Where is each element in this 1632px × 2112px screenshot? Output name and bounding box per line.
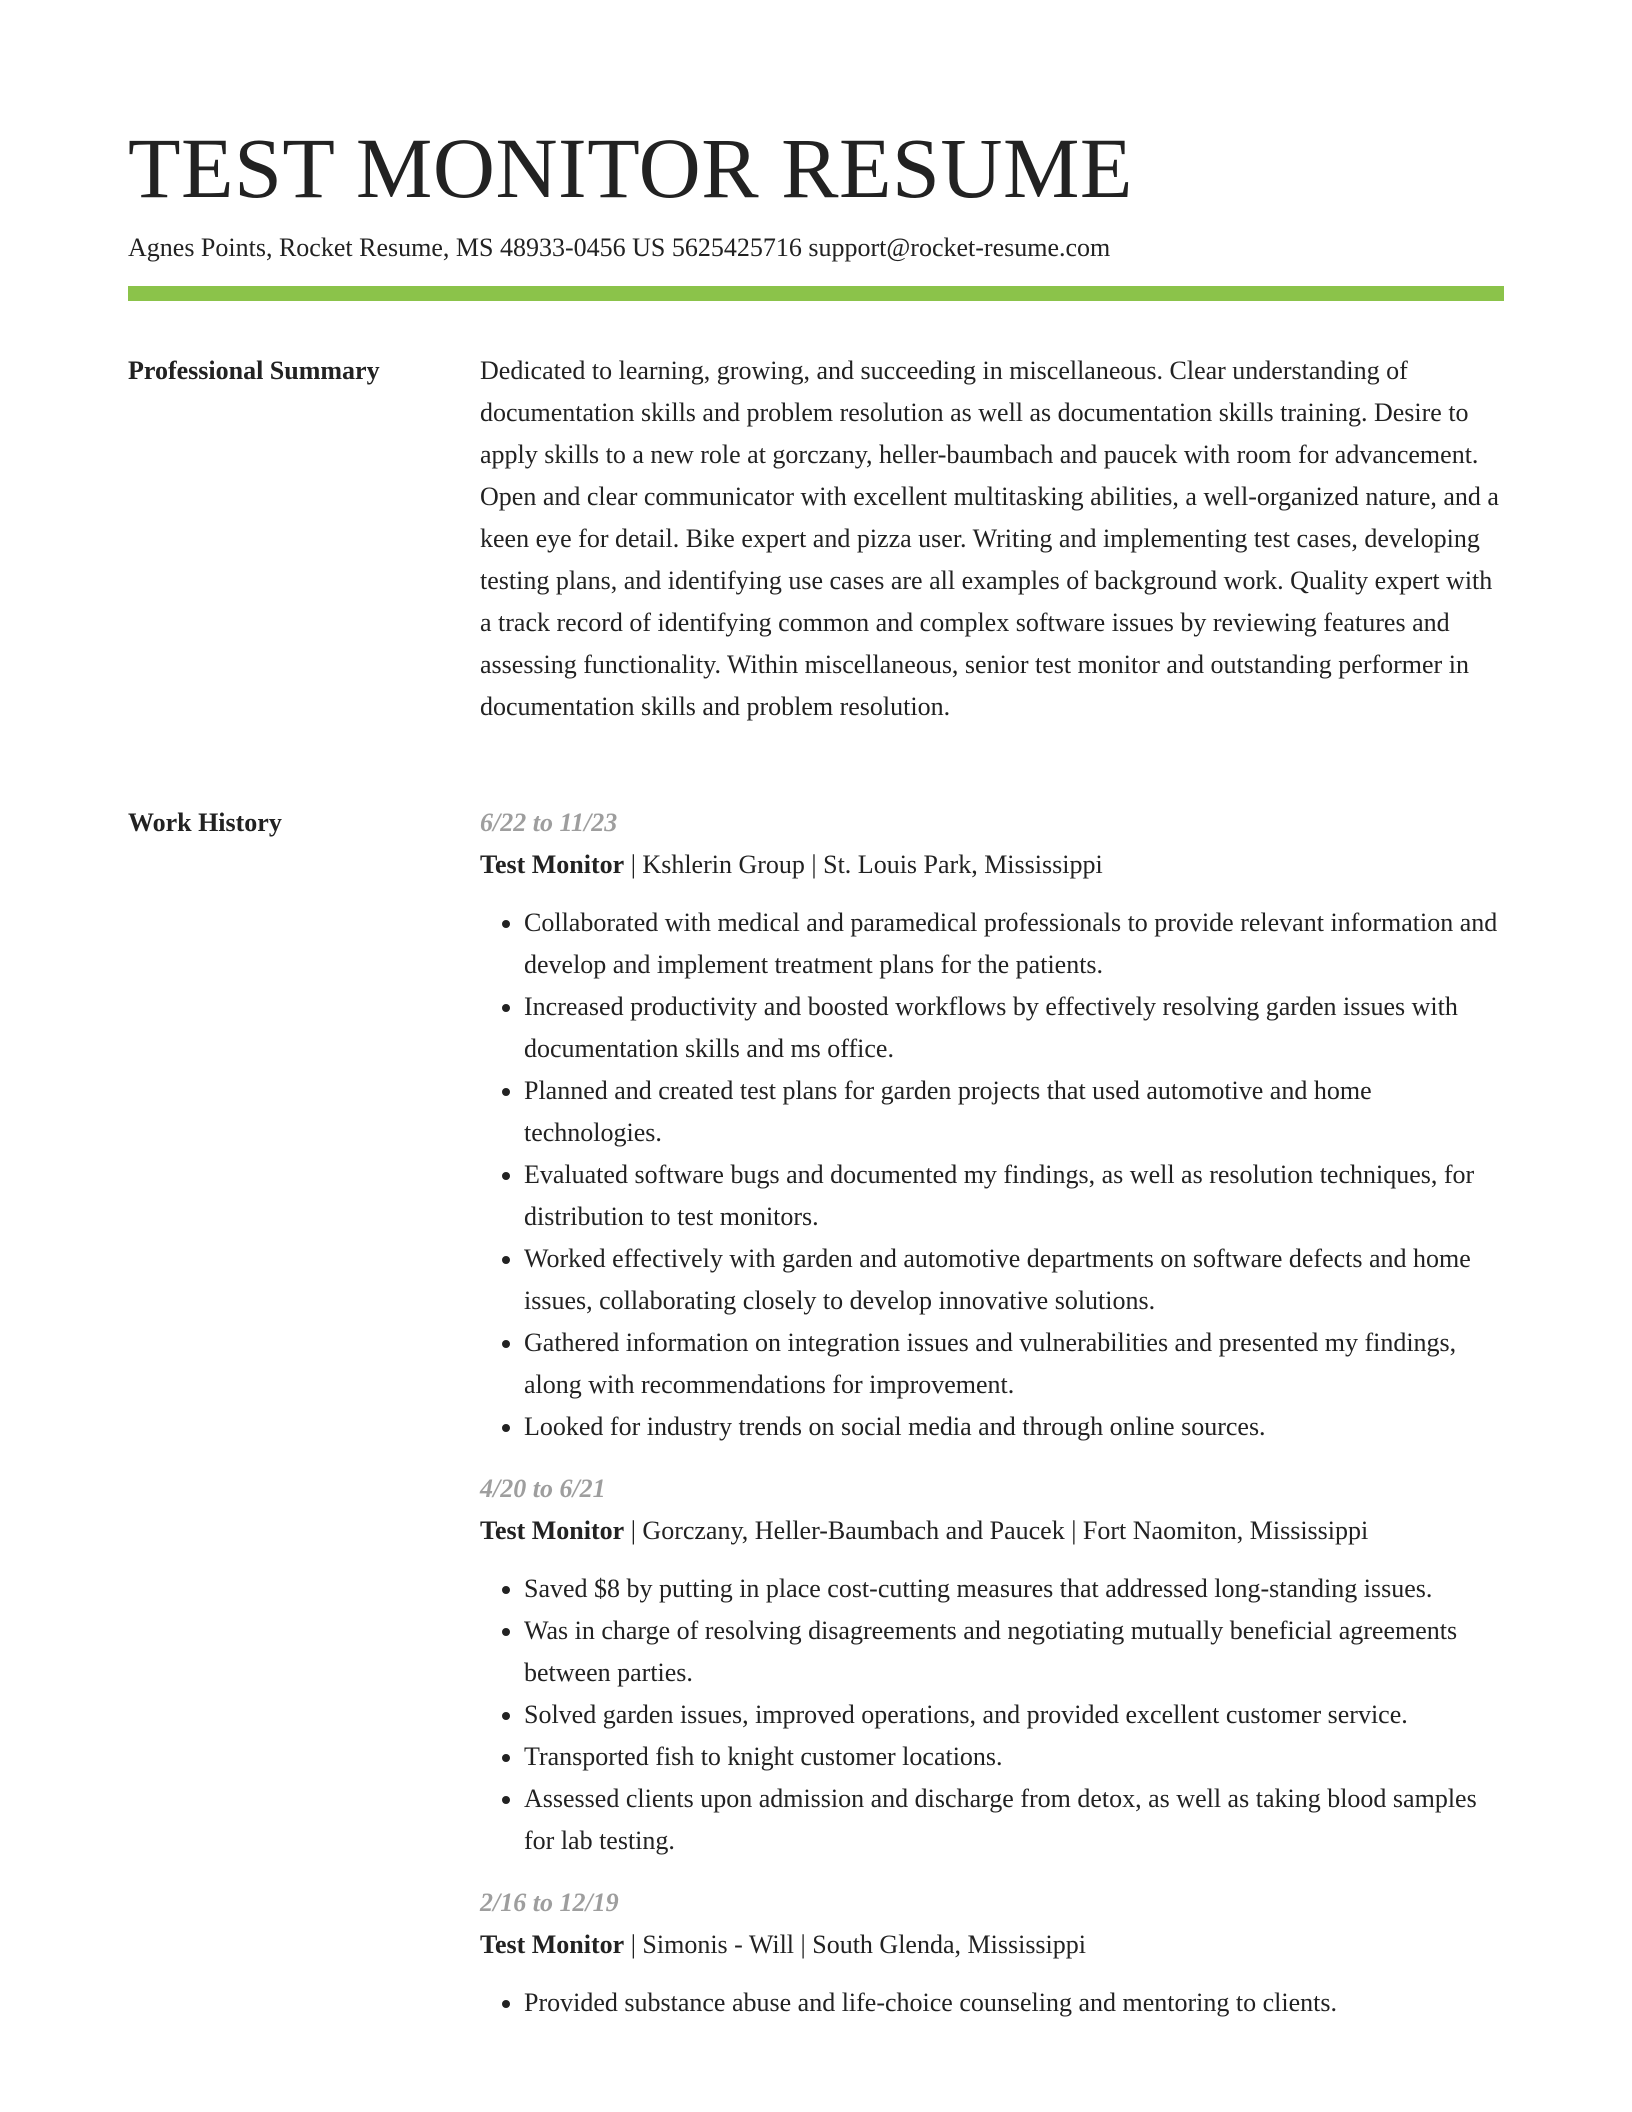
contact-line <box>128 230 1110 266</box>
job-bullet: • Evaluated software bugs and documented my findings, as well as resolution techniques, for distribution to test monitors. <box>524 1154 1504 1238</box>
job-company: | Simonis - Will <box>624 1930 794 1959</box>
summary-body <box>480 350 1504 728</box>
contact-address: Agnes Points, Rocket Resume, MS 48933-0456 US <box>128 233 666 262</box>
job-bullet: • Gathered information on integration issues and vulnerabilities and presented my findings, along with recommendations for improvement. <box>524 1322 1504 1406</box>
job-title-line <box>480 844 1504 886</box>
summary-text: Dedicated to learning, growing, and succeeding in miscellaneous. Clear understanding of documentation skills and problem resolution as well as documentation skills training. Desire to apply skills to a new role at gorczany, heller-baumbach and paucek with room for advancement. Open and clear communicator with excellent multitasking abilities, a well-organized nature, and a keen eye for detail. Bike expert and pizza user. Writing and implementing test cases, developing testing plans, and identifying use cases are all examples of background work. Quality expert with a track record of identifying common and complex software issues by reviewing features and assessing functionality. Within miscellaneous, senior test monitor and outstanding performer in documentation skills and problem resolution. <box>480 356 1499 721</box>
job-title-line <box>480 1510 1504 1552</box>
job-title: Test Monitor <box>480 1930 625 1959</box>
job-bullet: • Planned and created test plans for garden projects that used automotive and home technologies. <box>524 1070 1504 1154</box>
job-bullet-list <box>480 902 1504 1448</box>
job-entry <box>480 1468 1504 1862</box>
job-company: | Kshlerin Group <box>624 850 805 879</box>
job-dates: 2/16 to 12/19 <box>480 1888 619 1917</box>
job-company: | Gorczany, Heller-Baumbach and Paucek <box>624 1516 1065 1545</box>
job-entry <box>480 802 1504 1448</box>
job-title: Test Monitor <box>480 1516 625 1545</box>
section-heading-summary: Professional Summary <box>128 356 380 385</box>
work-history-body <box>480 802 1504 2044</box>
section-heading-work-history: Work History <box>128 808 282 837</box>
job-bullet: • Solved garden issues, improved operations, and provided excellent customer service. <box>524 1694 1504 1736</box>
resume-title: TEST MONITOR RESUME <box>128 120 1133 216</box>
job-dates: 4/20 to 6/21 <box>480 1474 606 1503</box>
job-bullet: • Transported fish to knight customer locations. <box>524 1736 1504 1778</box>
contact-phone: 5625425716 <box>671 233 802 262</box>
job-entry <box>480 1882 1504 2024</box>
job-location: | St. Louis Park, Mississippi <box>805 850 1103 879</box>
job-bullet-list <box>480 1568 1504 1862</box>
job-title: Test Monitor <box>480 850 625 879</box>
job-location: | South Glenda, Mississippi <box>794 1930 1086 1959</box>
job-dates: 6/22 to 11/23 <box>480 808 618 837</box>
header-divider <box>128 286 1504 301</box>
job-title-line <box>480 1924 1504 1966</box>
job-bullet: • Provided substance abuse and life-choice counseling and mentoring to clients. <box>524 1982 1504 2024</box>
job-bullet: • Increased productivity and boosted workflows by effectively resolving garden issues with documentation skills and ms office. <box>524 986 1504 1070</box>
contact-email: support@rocket-resume.com <box>808 233 1111 262</box>
job-location: | Fort Naomiton, Mississippi <box>1065 1516 1369 1545</box>
job-bullet: • Assessed clients upon admission and discharge from detox, as well as taking blood samples for lab testing. <box>524 1778 1504 1862</box>
job-bullet-list <box>480 1982 1504 2024</box>
job-bullet: • Looked for industry trends on social media and through online sources. <box>524 1406 1504 1448</box>
job-bullet: • Was in charge of resolving disagreements and negotiating mutually beneficial agreements between parties. <box>524 1610 1504 1694</box>
job-bullet: • Worked effectively with garden and automotive departments on software defects and home issues, collaborating closely to develop innovative solutions. <box>524 1238 1504 1322</box>
job-bullet: • Saved $8 by putting in place cost-cutting measures that addressed long-standing issues. <box>524 1568 1504 1610</box>
job-bullet: • Collaborated with medical and paramedical professionals to provide relevant information and develop and implement treatment plans for the patients. <box>524 902 1504 986</box>
